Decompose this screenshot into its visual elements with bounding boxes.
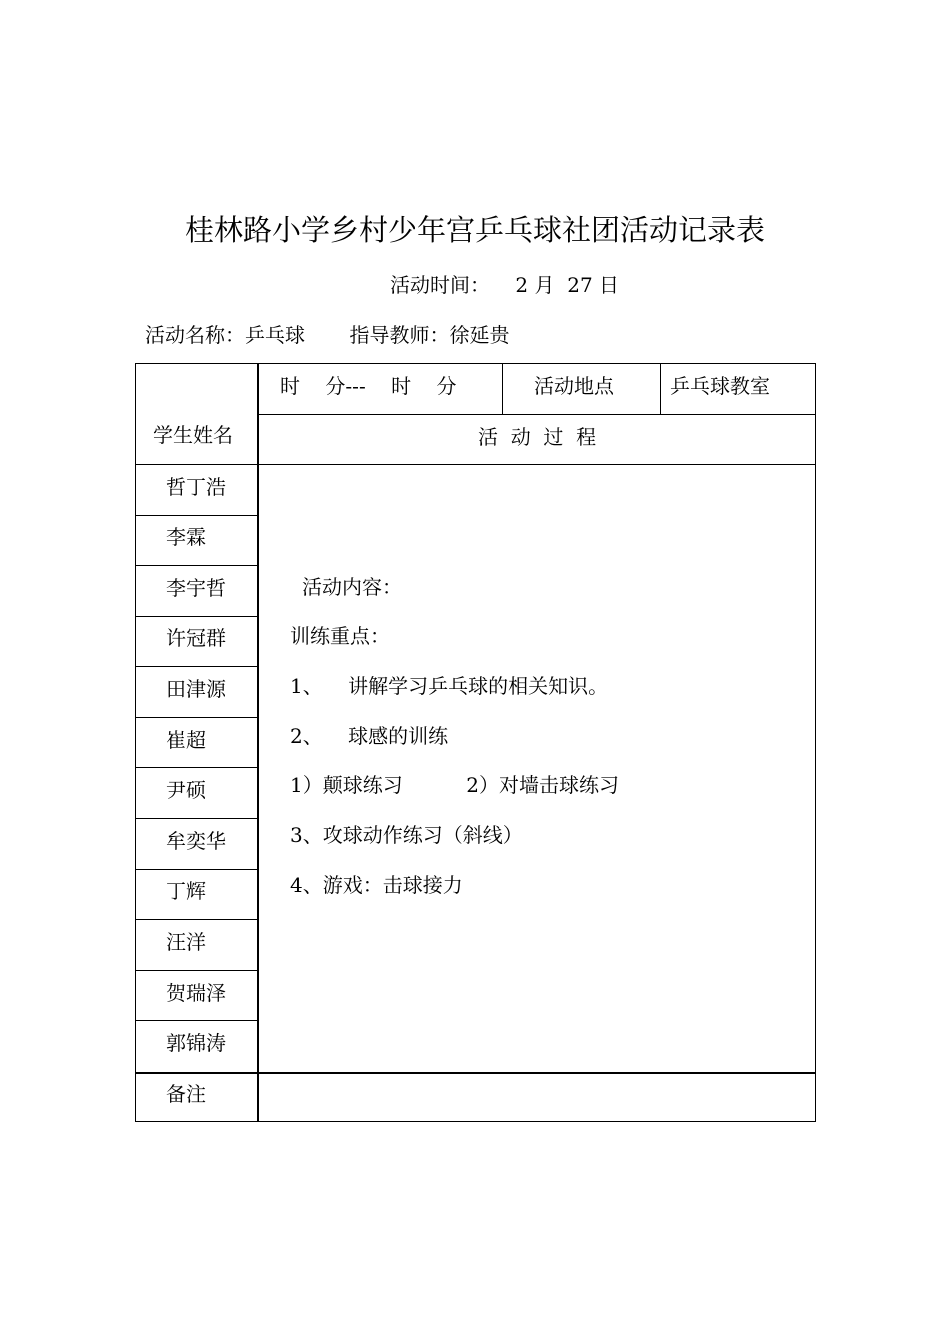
table-divider <box>135 919 258 920</box>
activity-info: 活动名称：乒乓球 指导教师：徐延贵 <box>145 323 510 347</box>
time-range: 时 分--- 时 分 <box>280 374 457 398</box>
content-item: 1、 讲解学习乒乓球的相关知识。 <box>290 674 609 698</box>
student-name: 丁辉 <box>166 879 206 903</box>
table-divider <box>135 818 258 819</box>
table-divider <box>135 767 258 768</box>
student-name: 尹硕 <box>166 778 206 802</box>
location-value: 乒乓球教室 <box>670 374 770 398</box>
table-divider <box>257 363 259 1122</box>
table-divider <box>660 363 661 414</box>
table-divider <box>135 616 258 617</box>
table-divider <box>135 1072 816 1074</box>
student-name: 牟奕华 <box>166 829 226 853</box>
process-header: 活 动 过 程 <box>478 425 597 449</box>
student-name: 贺瑞泽 <box>166 981 226 1005</box>
table-divider <box>502 363 503 414</box>
student-name: 李宇哲 <box>166 576 226 600</box>
table-divider <box>258 414 816 415</box>
student-name: 哲丁浩 <box>166 475 226 499</box>
student-name: 李霖 <box>166 525 206 549</box>
page-title: 桂林路小学乡村少年宫乒乓球社团活动记录表 <box>184 213 765 247</box>
table-divider <box>135 565 258 566</box>
student-name: 田津源 <box>166 677 226 701</box>
content-focus: 训练重点： <box>290 624 390 648</box>
content-item: 1）颠球练习 2）对墙击球练习 <box>290 773 620 797</box>
table-divider <box>135 515 258 516</box>
activity-time: 活动时间： 2 月 27 日 <box>390 273 620 297</box>
student-name: 郭锦涛 <box>166 1031 226 1055</box>
table-divider <box>135 464 816 465</box>
table-divider <box>135 970 258 971</box>
location-label: 活动地点 <box>534 374 614 398</box>
student-name: 崔超 <box>166 728 206 752</box>
student-name: 汪洋 <box>166 930 206 954</box>
content-item: 3、攻球动作练习（斜线） <box>290 823 523 847</box>
student-name-header: 学生姓名 <box>153 423 233 447</box>
content-item: 4、游戏：击球接力 <box>290 873 463 897</box>
remarks-label: 备注 <box>166 1082 206 1106</box>
table-divider <box>135 717 258 718</box>
table-divider <box>135 1020 258 1021</box>
record-table <box>135 363 816 1122</box>
table-divider <box>135 869 258 870</box>
table-divider <box>135 666 258 667</box>
content-intro: 活动内容： <box>302 575 402 599</box>
content-item: 2、 球感的训练 <box>290 724 449 748</box>
student-name: 许冠群 <box>166 626 226 650</box>
